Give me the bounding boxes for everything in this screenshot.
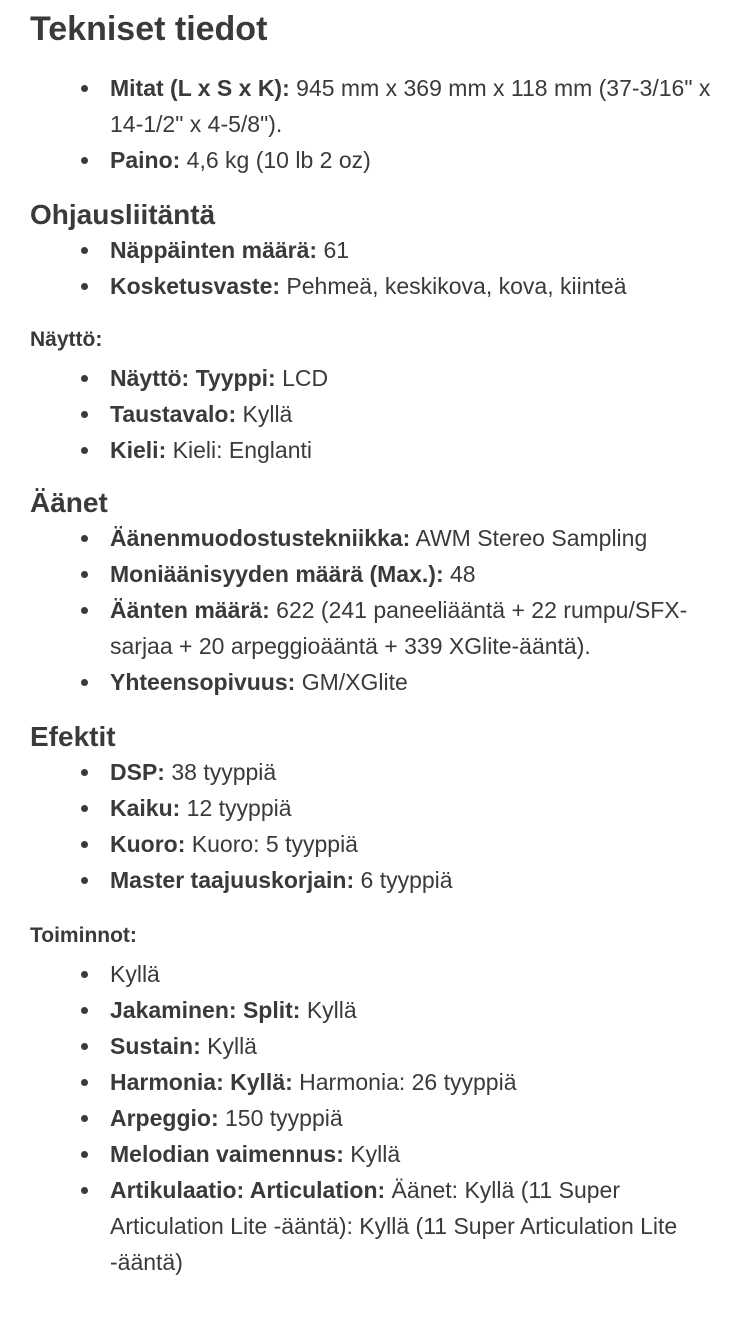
spec-list	[30, 956, 730, 1280]
spec-list	[30, 232, 730, 304]
spec-value: 61	[317, 237, 350, 263]
spec-label: Äänenmuodostustekniikka:	[110, 525, 411, 551]
section-functions	[30, 922, 730, 1280]
list-item	[110, 1136, 730, 1172]
spec-list	[30, 70, 730, 178]
spec-value: Kyllä	[343, 1141, 401, 1167]
list-item	[110, 790, 730, 826]
spec-label: Kosketusvaste:	[110, 273, 281, 299]
spec-value: 4,6 kg (10 lb 2 oz)	[180, 147, 371, 173]
spec-label: Sustain:	[110, 1033, 201, 1059]
list-item	[110, 826, 730, 862]
spec-value: Pehmeä, keskikova, kova, kiinteä	[280, 273, 627, 299]
list-item	[110, 520, 730, 556]
section-effects	[30, 720, 730, 898]
list-item	[110, 396, 730, 432]
spec-value: LCD	[275, 365, 329, 391]
section-heading: Näyttö:	[30, 328, 103, 351]
page-title: Tekniset tiedot	[30, 10, 268, 48]
spec-value: 622 (241 paneeliääntä + 22 rumpu/SFX-sarjaa + 20 arpeggioääntä + 339 XGlite-ääntä).	[110, 597, 688, 659]
spec-list	[30, 520, 730, 700]
list-item	[110, 432, 730, 468]
spec-list	[30, 360, 730, 468]
list-item	[110, 592, 730, 664]
section-control-interface	[30, 198, 730, 304]
list-item	[110, 1100, 730, 1136]
list-item	[110, 232, 730, 268]
spec-label: Moniäänisyyden määrä (Max.):	[110, 561, 444, 587]
section-display	[30, 326, 730, 468]
spec-value: Kuoro: 5 tyyppiä	[185, 831, 358, 857]
section-heading: Ohjausliitäntä	[30, 199, 216, 230]
spec-label: Näppäinten määrä:	[110, 237, 318, 263]
list-item	[110, 992, 730, 1028]
section-voices	[30, 486, 730, 700]
spec-value: AWM Stereo Sampling	[410, 525, 648, 551]
spec-list	[30, 754, 730, 898]
spec-label: DSP:	[110, 759, 165, 785]
spec-label: Harmonia: Kyllä:	[110, 1069, 293, 1095]
spec-label: Arpeggio:	[110, 1105, 219, 1131]
spec-label: Paino:	[110, 147, 181, 173]
list-item	[110, 1028, 730, 1064]
section-heading: Efektit	[30, 721, 116, 752]
list-item	[110, 556, 730, 592]
list-item	[110, 70, 730, 142]
spec-label: Master taajuuskorjain:	[110, 867, 355, 893]
spec-label: Taustavalo:	[110, 401, 237, 427]
list-item	[110, 754, 730, 790]
list-item	[110, 142, 730, 178]
spec-value: 150 tyyppiä	[218, 1105, 343, 1131]
spec-value: Kyllä	[110, 961, 160, 987]
spec-value: Kyllä	[200, 1033, 257, 1059]
spec-label: Äänten määrä:	[110, 597, 270, 623]
spec-label: Jakaminen: Split:	[110, 997, 301, 1023]
spec-label: Mitat (L x S x K):	[110, 75, 290, 101]
spec-label: Kieli:	[110, 437, 167, 463]
spec-label: Melodian vaimennus:	[110, 1141, 344, 1167]
spec-value: Äänet: Kyllä (11 Super Articulation Lite -ääntä): Kyllä (11 Super Articulation Lite -ääntä)	[110, 1177, 678, 1275]
list-item	[110, 1064, 730, 1100]
list-item	[110, 1172, 730, 1280]
spec-value: Harmonia: 26 tyyppiä	[292, 1069, 517, 1095]
spec-value: GM/XGlite	[295, 669, 408, 695]
spec-value: 12 tyyppiä	[180, 795, 292, 821]
section-heading: Äänet	[30, 487, 108, 518]
spec-label: Artikulaatio: Articulation:	[110, 1177, 386, 1203]
list-item	[110, 956, 730, 992]
spec-value: Kieli: Englanti	[166, 437, 312, 463]
list-item	[110, 268, 730, 304]
list-item	[110, 862, 730, 898]
spec-value: 38 tyyppiä	[164, 759, 277, 785]
spec-value: Kyllä	[236, 401, 293, 427]
section-dimensions	[30, 8, 730, 178]
spec-value: 48	[443, 561, 476, 587]
spec-label: Kaiku:	[110, 795, 181, 821]
section-heading: Toiminnot:	[30, 924, 137, 947]
spec-value: 6 tyyppiä	[354, 867, 453, 893]
spec-value: 945 mm x 369 mm x 118 mm (37-3/16" x 14-1/2" x 4-5/8").	[110, 75, 711, 137]
spec-value: Kyllä	[300, 997, 357, 1023]
spec-label: Näyttö: Tyyppi:	[110, 365, 276, 391]
spec-label: Yhteensopivuus:	[110, 669, 296, 695]
spec-label: Kuoro:	[110, 831, 186, 857]
list-item	[110, 360, 730, 396]
list-item	[110, 664, 730, 700]
